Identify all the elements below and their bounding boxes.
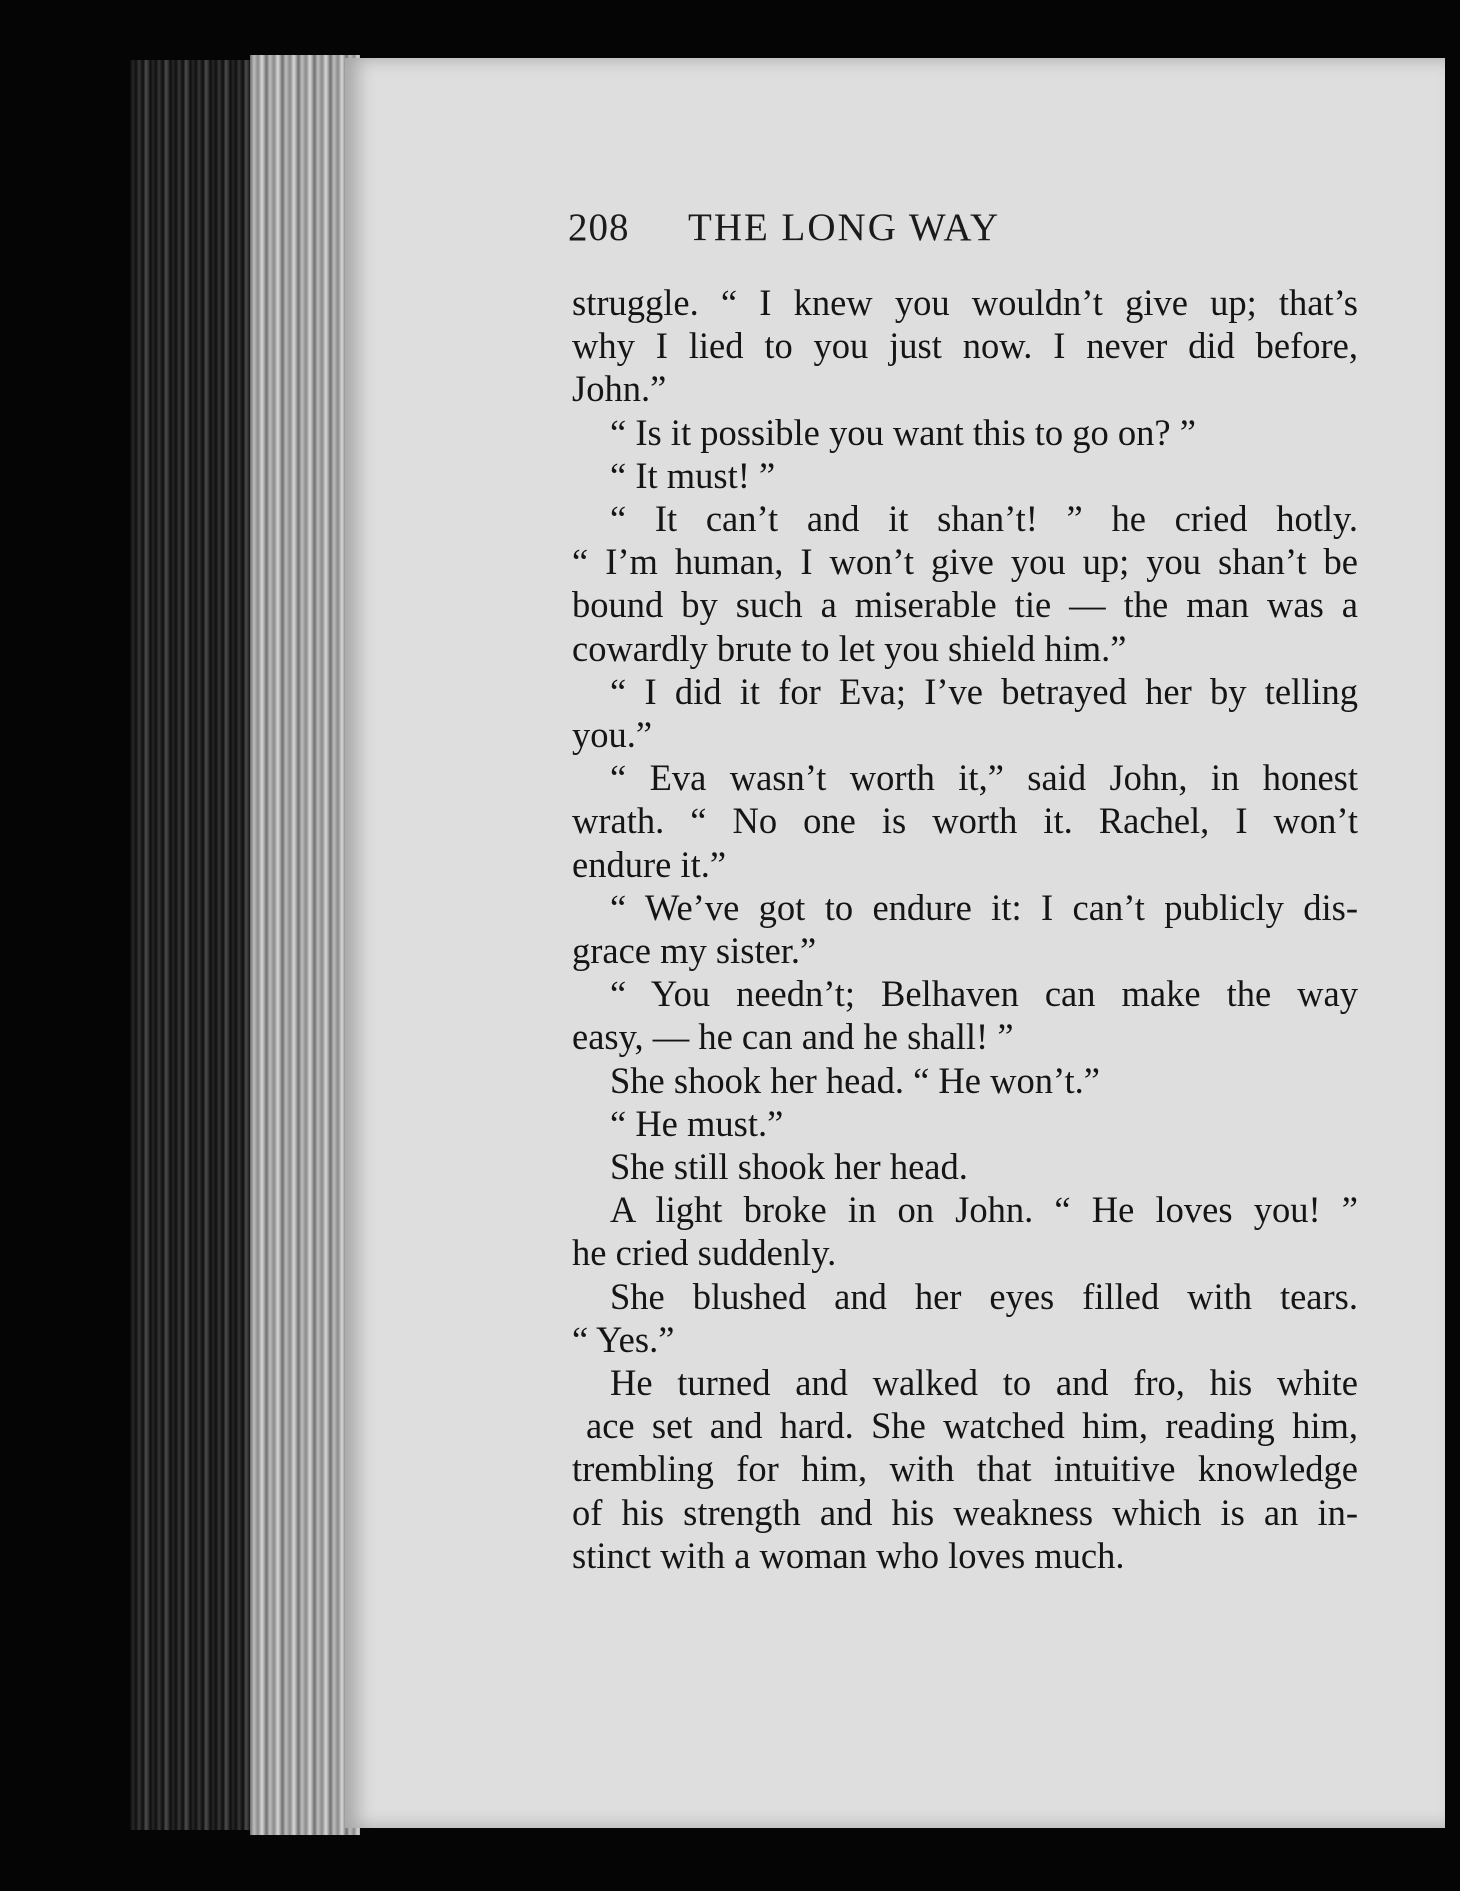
text-line: “ You needn’t; Belhaven can make the way xyxy=(610,973,1358,1015)
text-line: “ He must.” xyxy=(610,1102,784,1144)
text-line: easy, — he can and he shall! ” xyxy=(572,1016,1014,1058)
text-line: wrath. “ No one is worth it. Rachel, I won’t xyxy=(572,800,1358,842)
text-line: “ Is it possible you want this to go on? ” xyxy=(610,411,1196,453)
text-line: “ I did it for Eva; I’ve betrayed her by telling xyxy=(610,670,1358,712)
book-page-edges-light xyxy=(250,55,360,1835)
text-line: “ I’m human, I won’t give you up; you shan’t be xyxy=(572,541,1358,583)
text-line: stinct with a woman who loves much. xyxy=(572,1534,1125,1576)
text-line: you.” xyxy=(572,714,653,756)
text-line: struggle. “ I knew you wouldn’t give up; that’s xyxy=(572,282,1358,323)
text-line: John.” xyxy=(572,368,667,410)
text-line: trembling for him, with that intuitive knowledge xyxy=(572,1448,1358,1490)
text-line: “ It must! ” xyxy=(610,454,776,496)
text-line: She shook her head. “ He won’t.” xyxy=(610,1059,1100,1101)
text-line: He turned and walked to and fro, his white xyxy=(610,1362,1358,1404)
text-line: bound by such a miserable tie — the man was a xyxy=(572,584,1358,626)
page-number: 208 xyxy=(568,206,630,249)
text-line: “ Eva wasn’t worth it,” said John, in honest xyxy=(610,757,1358,799)
text-line: “ We’ve got to endure it: I can’t publicly dis- xyxy=(610,886,1358,928)
running-title: THE LONG WAY xyxy=(688,206,1001,249)
text-line: of his strength and his weakness which is an in- xyxy=(572,1491,1358,1533)
text-line: cowardly brute to let you shield him.” xyxy=(572,627,1127,669)
text-line: endure it.” xyxy=(572,843,727,885)
text-line: “ It can’t and it shan’t! ” he cried hotly. xyxy=(610,498,1358,540)
text-line: A light broke in on John. “ He loves you! ” xyxy=(610,1189,1358,1231)
text-line: why I lied to you just now. I never did before, xyxy=(572,325,1358,367)
text-line: “ Yes.” xyxy=(572,1318,675,1360)
text-line: he cried suddenly. xyxy=(572,1232,837,1274)
text-line: ace set and hard. She watched him, reading him, xyxy=(586,1405,1358,1447)
text-line: She still shook her head. xyxy=(610,1146,968,1188)
body-text xyxy=(572,281,1358,1577)
text-line: She blushed and her eyes filled with tears. xyxy=(610,1275,1358,1317)
text-line: grace my sister.” xyxy=(572,930,817,972)
